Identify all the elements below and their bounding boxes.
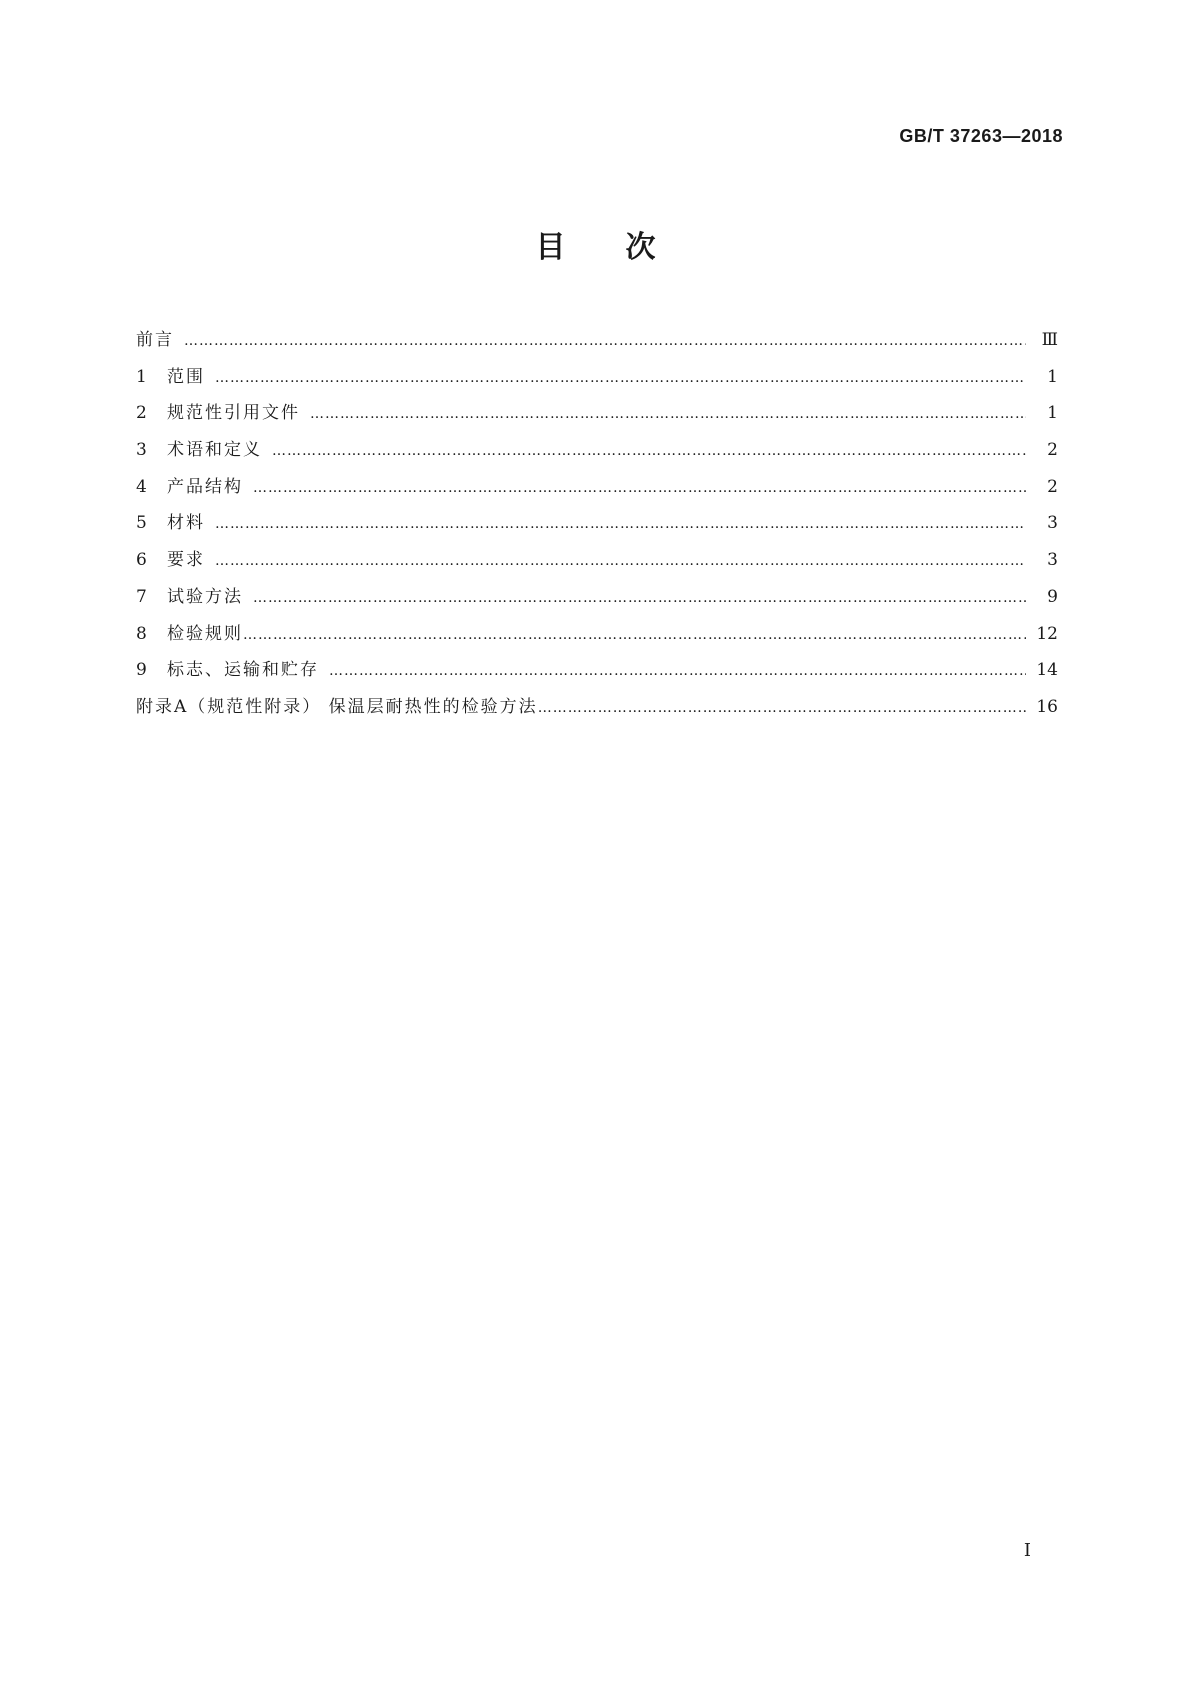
toc-entry-annex-a[interactable] — [136, 689, 1058, 726]
toc-entry-requirements[interactable] — [136, 542, 1058, 579]
toc-leader-dots — [253, 470, 1026, 507]
toc-leader-dots — [215, 543, 1026, 580]
toc-entry-label: 产品结构 — [167, 476, 243, 497]
toc-title: 目次 — [535, 230, 716, 265]
toc-entry-label: 术语和定义 — [167, 440, 262, 461]
toc-entry-label: 试验方法 — [167, 586, 243, 607]
toc-entry-label: 材料 — [167, 513, 205, 534]
toc-entry-page: 16 — [1036, 696, 1058, 717]
toc-entry-label: 前言 — [136, 330, 174, 350]
toc-leader-dots — [215, 506, 1026, 543]
toc-leader-dots — [538, 690, 1026, 727]
toc-entry-page: 9 — [1047, 586, 1058, 607]
toc-entry-terms-definitions[interactable] — [136, 432, 1058, 469]
toc-entry-page: 14 — [1036, 660, 1058, 681]
toc-entry-foreword[interactable] — [136, 322, 1058, 359]
toc-entry-page: 12 — [1036, 623, 1058, 644]
toc-entry-number: 9 — [136, 660, 147, 681]
toc-entry-materials[interactable] — [136, 505, 1058, 542]
page-number: I — [1023, 1540, 1031, 1561]
toc-entry-page: 2 — [1047, 440, 1058, 461]
toc-leader-dots — [310, 396, 1026, 433]
toc-entry-label: 规范性引用文件 — [167, 403, 300, 424]
toc-entry-marking-transport-storage[interactable] — [136, 652, 1058, 689]
toc-entry-page: Ⅲ — [1041, 330, 1058, 350]
toc-entry-page: 1 — [1047, 366, 1058, 387]
toc-leader-dots — [184, 323, 1026, 360]
toc-leader-dots — [272, 433, 1026, 470]
toc-entry-test-methods[interactable] — [136, 579, 1058, 616]
toc-entry-inspection-rules[interactable] — [136, 616, 1058, 653]
standard-code: GB/T 37263—2018 — [899, 126, 1063, 146]
toc-entry-number: 7 — [136, 586, 147, 607]
toc-entry-label: 检验规则 — [167, 623, 243, 644]
toc-leader-dots — [243, 617, 1026, 654]
toc-list — [136, 322, 1058, 726]
toc-entry-page: 3 — [1047, 550, 1058, 571]
toc-entry-number: 6 — [136, 550, 147, 571]
toc-leader-dots — [329, 653, 1026, 690]
toc-leader-dots — [215, 360, 1026, 397]
toc-entry-number: 5 — [136, 513, 147, 534]
toc-entry-label: 附录A（规范性附录） 保温层耐热性的检验方法 — [136, 696, 538, 717]
toc-entry-number: 2 — [136, 403, 147, 424]
toc-entry-label: 标志、运输和贮存 — [167, 660, 319, 681]
toc-entry-number: 3 — [136, 440, 147, 461]
toc-entry-label: 范围 — [167, 366, 205, 387]
toc-leader-dots — [253, 580, 1026, 617]
toc-entry-label: 要求 — [167, 550, 205, 571]
toc-entry-page: 2 — [1047, 476, 1058, 497]
toc-entry-normative-references[interactable] — [136, 395, 1058, 432]
toc-entry-number: 1 — [136, 366, 147, 387]
toc-entry-product-structure[interactable] — [136, 469, 1058, 506]
toc-entry-scope[interactable] — [136, 359, 1058, 396]
toc-entry-number: 8 — [136, 623, 147, 644]
toc-entry-page: 3 — [1047, 513, 1058, 534]
toc-entry-page: 1 — [1047, 403, 1058, 424]
toc-entry-number: 4 — [136, 476, 147, 497]
